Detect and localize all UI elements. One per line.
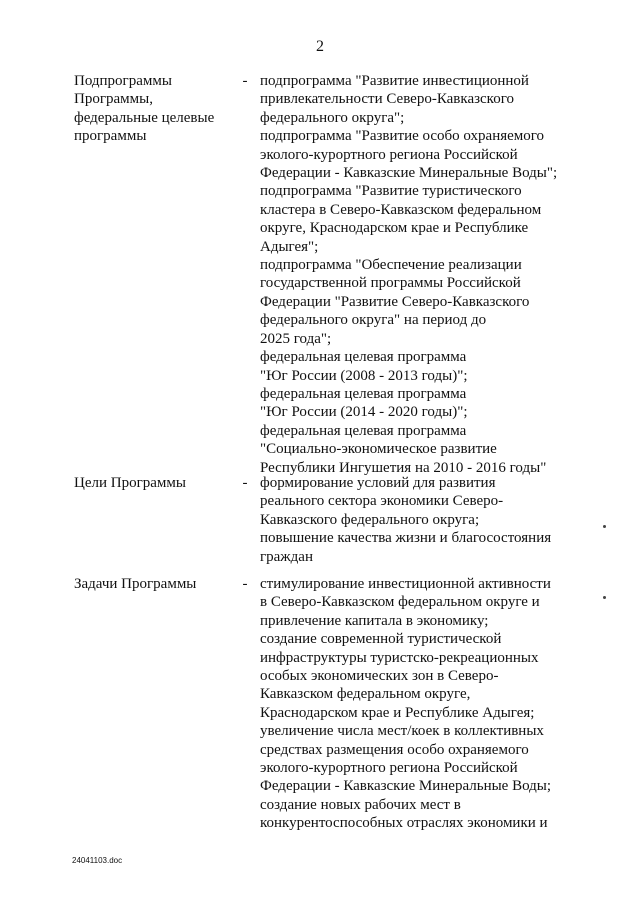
content-line: Адыгея"; bbox=[260, 238, 319, 255]
content-line: создание современной туристической bbox=[260, 631, 502, 648]
label-line: Программы, bbox=[74, 91, 153, 108]
content-line: федеральная целевая программа bbox=[260, 385, 467, 402]
content-line: увеличение числа мест/коек в коллективных bbox=[260, 723, 544, 740]
label-line: федеральные целевые bbox=[74, 109, 215, 126]
content-line: эколого-курортного региона Российской bbox=[260, 760, 518, 777]
content-line: кластера в Северо-Кавказском федеральном bbox=[260, 201, 542, 218]
content-line: Федерации "Развитие Северо-Кавказского bbox=[260, 293, 530, 310]
content-line: Федерации - Кавказские Минеральные Воды"; bbox=[260, 165, 558, 182]
content-line: подпрограмма "Развитие инвестиционной bbox=[260, 73, 529, 89]
section-label bbox=[74, 575, 239, 593]
content-line: граждан bbox=[260, 548, 313, 565]
section-dash: - bbox=[242, 73, 248, 89]
page-number: 2 bbox=[316, 38, 324, 55]
scan-mark bbox=[603, 596, 606, 599]
content-line: средствах размещения особо охраняемого bbox=[260, 741, 529, 758]
content-line: округе, Краснодарском крае и Республике bbox=[260, 220, 529, 237]
section-label bbox=[74, 474, 239, 492]
label-line: программы bbox=[74, 128, 147, 145]
content-line: повышение качества жизни и благосостояния bbox=[260, 530, 552, 547]
content-line: 2025 года"; bbox=[260, 330, 332, 347]
content-line: эколого-курортного региона Российской bbox=[260, 146, 518, 163]
content-line: подпрограмма "Развитие особо охраняемого bbox=[260, 128, 545, 145]
content-line: создание новых рабочих мест в bbox=[260, 796, 461, 813]
content-line: инфраструктуры туристско-рекреационных bbox=[260, 649, 539, 666]
content-line: привлекательности Северо-Кавказского bbox=[260, 91, 514, 108]
content-line: Кавказского федерального округа; bbox=[260, 511, 480, 528]
content-line: формирование условий для развития bbox=[260, 475, 496, 491]
section-label bbox=[74, 72, 239, 146]
label-line: Цели Программы bbox=[74, 475, 186, 491]
content-line: федеральная целевая программа bbox=[260, 422, 467, 439]
content-line: "Юг России (2008 - 2013 годы)"; bbox=[260, 367, 468, 384]
content-line: привлечение капитала в экономику; bbox=[260, 612, 489, 629]
content-line: Республики Ингушетия на 2010 - 2016 годы" bbox=[260, 459, 547, 476]
content-line: федерального округа"; bbox=[260, 109, 405, 126]
content-line: подпрограмма "Развитие туристического bbox=[260, 183, 522, 200]
content-line: реального сектора экономики Северо- bbox=[260, 493, 504, 510]
section-content bbox=[260, 474, 590, 566]
section-dash: - bbox=[242, 576, 248, 592]
content-line: государственной программы Российской bbox=[260, 275, 521, 292]
section-content bbox=[260, 575, 590, 833]
scan-mark bbox=[603, 525, 606, 528]
content-line: "Социально-экономическое развитие bbox=[260, 441, 497, 458]
content-line: федеральная целевая программа bbox=[260, 349, 467, 366]
label-line: Подпрограммы bbox=[74, 73, 172, 89]
content-line: Краснодарском крае и Республике Адыгея; bbox=[260, 704, 535, 721]
content-line: Федерации - Кавказские Минеральные Воды; bbox=[260, 778, 552, 795]
content-line: стимулирование инвестиционной активности bbox=[260, 576, 551, 592]
content-line: особых экономических зон в Северо- bbox=[260, 668, 499, 685]
content-line: в Северо-Кавказском федеральном округе и bbox=[260, 594, 540, 611]
content-line: Кавказском федеральном округе, bbox=[260, 686, 471, 703]
content-line: "Юг России (2014 - 2020 годы)"; bbox=[260, 404, 468, 421]
content-line: федерального округа" на период до bbox=[260, 312, 487, 329]
section-content bbox=[260, 72, 590, 477]
content-line: конкурентоспособных отраслях экономики и bbox=[260, 815, 548, 832]
section-dash: - bbox=[242, 475, 248, 491]
footer-filename: 24041103.doc bbox=[72, 856, 123, 865]
label-line: Задачи Программы bbox=[74, 576, 197, 592]
content-line: подпрограмма "Обеспечение реализации bbox=[260, 257, 522, 274]
